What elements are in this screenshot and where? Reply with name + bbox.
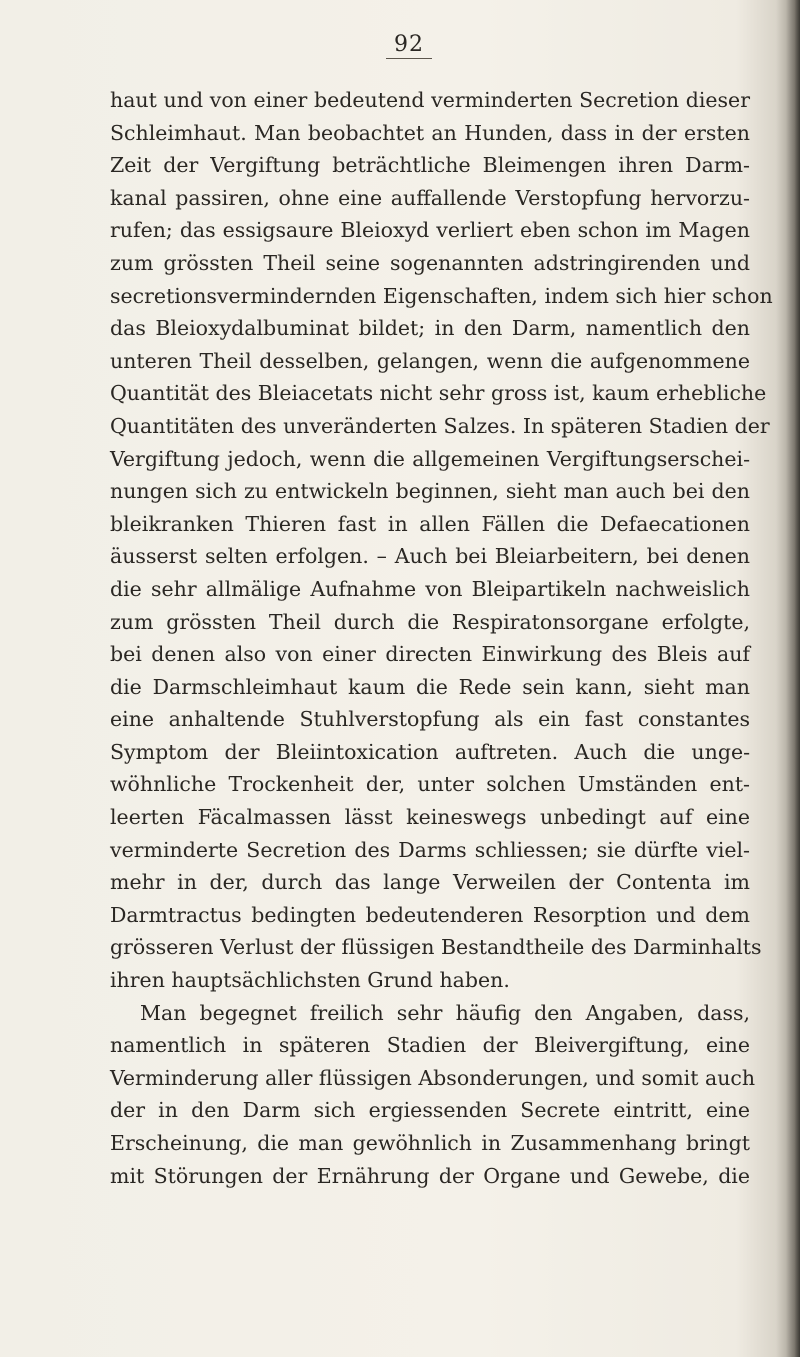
body-text (110, 84, 773, 1192)
text-line: mehr in der, durch das lange Verweilen der Contenta im (110, 870, 750, 895)
text-line: unteren Theil desselben, gelangen, wenn die aufgenommene (110, 348, 750, 373)
text-line: rufen; das essigsaure Bleioxyd verliert eben schon im Magen (110, 218, 750, 243)
page-number (0, 32, 800, 59)
text-line: Zeit der Vergiftung beträchtliche Bleimengen ihren Darm- (110, 153, 750, 178)
text-line: namentlich in späteren Stadien der Bleivergiftung, eine (110, 1033, 750, 1058)
text-line: Erscheinung, die man gewöhnlich in Zusammenhang bringt (110, 1131, 750, 1155)
text-line: Symptom der Bleiintoxication auftreten. Auch die unge- (110, 739, 750, 764)
text-line: eine anhaltende Stuhlverstopfung als ein fast constantes (110, 707, 750, 732)
text-line: äusserst selten erfolgen. – Auch bei Bleiarbeitern, bei denen (110, 544, 750, 569)
text-line: kanal passiren, ohne eine auffallende Verstopfung hervorzu- (110, 185, 750, 210)
text-line: zum grössten Theil durch die Respiratonsorgane erfolgte, (110, 609, 750, 634)
text-line: haut und von einer bedeutend verminderten Secretion dieser (110, 88, 750, 112)
text-line: Schleimhaut. Man beobachtet an Hunden, dass in der ersten (110, 120, 750, 145)
text-line-paragraph-end: ihren hauptsächlichsten Grund haben. (110, 968, 510, 993)
text-line: Darmtractus bedingten bedeutenderen Resorption und dem (110, 902, 750, 927)
text-line: grösseren Verlust der flüssigen Bestandtheile des Darminhalts (110, 935, 762, 960)
text-line: wöhnliche Trockenheit der, unter solchen Umständen ent- (110, 772, 750, 797)
text-line: secretionsvermindernden Eigenschaften, indem sich hier schon (110, 283, 773, 308)
text-line: der in den Darm sich ergiessenden Secrete eintritt, eine (110, 1098, 750, 1123)
text-line: bei denen also von einer directen Einwirkung des Bleis auf (110, 642, 750, 667)
text-line: leerten Fäcalmassen lässt keineswegs unbedingt auf eine (110, 805, 750, 830)
text-line: das Bleioxydalbuminat bildet; in den Darm, namentlich den (110, 316, 750, 341)
text-line: nungen sich zu entwickeln beginnen, sieht man auch bei den (110, 479, 750, 504)
text-line: verminderte Secretion des Darms schliessen; sie dürfte viel- (110, 837, 750, 862)
text-line: zum grössten Theil seine sogenannten adstringirenden und (110, 250, 750, 275)
text-line: Vergiftung jedoch, wenn die allgemeinen Vergiftungserschei- (110, 446, 750, 471)
text-line: mit Störungen der Ernährung der Organe und Gewebe, die (110, 1163, 750, 1188)
text-line: die Darmschleimhaut kaum die Rede sein kann, sieht man (110, 674, 750, 699)
text-line: bleikranken Thieren fast in allen Fällen die Defaecationen (110, 511, 750, 536)
page-number-text: 92 (386, 32, 432, 59)
text-line-paragraph-start: Man begegnet freilich sehr häufig den Angaben, dass, (140, 1000, 750, 1025)
text-line: Verminderung aller flüssigen Absonderungen, und somit auch (110, 1065, 756, 1090)
text-line: Quantität des Bleiacetats nicht sehr gross ist, kaum erhebliche (110, 381, 767, 406)
text-line: die sehr allmälige Aufnahme von Bleipartikeln nachweislich (110, 576, 750, 601)
page-edge-shadow (786, 0, 800, 1357)
text-line: Quantitäten des unveränderten Salzes. In späteren Stadien der (110, 413, 770, 438)
